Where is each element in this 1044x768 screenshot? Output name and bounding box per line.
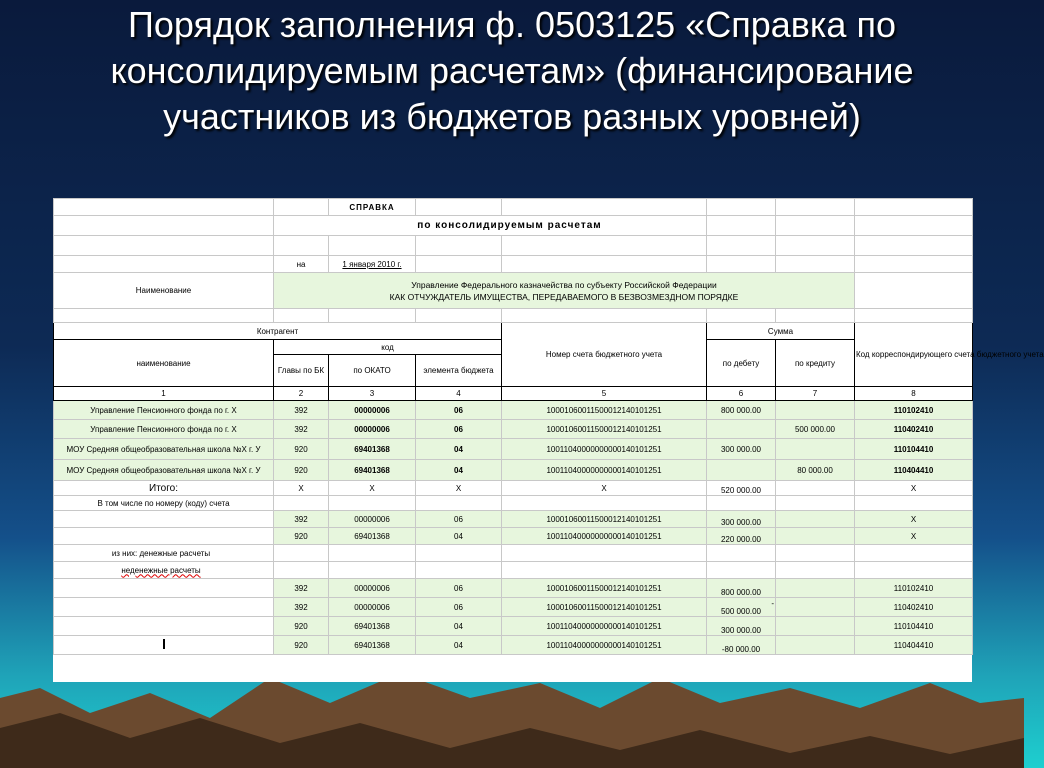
row-okato: 00000006 [329,401,416,420]
row-elem: 06 [416,598,502,617]
form-table [53,198,1044,655]
row-debet: 800 000.00 [707,401,776,420]
header-glavy: Главы по БК [274,355,329,387]
col-num: 8 [855,387,973,401]
table-row [54,460,973,481]
row-elem: 06 [416,401,502,420]
form-heading: СПРАВКА [329,199,416,216]
row-kredit: 80 000.00 [776,460,855,481]
itogo-label: Итого: [54,481,274,496]
table-row [54,511,973,528]
header-summa: Сумма [707,323,855,340]
row-corr: 110104410 [855,439,973,460]
row-corr: 110404410 [855,460,973,481]
row-acct: 10011040000000000140101251 [502,617,707,636]
row-name: Управление Пенсионного фонда по г. Х [54,401,274,420]
row-corr: 110404410 [855,636,973,655]
organization-role: КАК ОТЧУЖДАТЕЛЬ ИМУЩЕСТВА, ПЕРЕДАВАЕМОГО В БЕЗВОЗМЕЗДНОМ ПОРЯДКЕ [389,291,739,302]
row-okato: 69401368 [329,439,416,460]
col-num: 5 [502,387,707,401]
row-corr: Х [855,528,973,545]
row-acct: 10011040000000000140101251 [502,460,707,481]
row-glava: 392 [274,511,329,528]
row-elem: 04 [416,617,502,636]
denezhnye-label: из них: денежные расчеты [54,545,274,562]
row-debet: 220 000.00 [707,528,776,545]
row-corr: 110402410 [855,598,973,617]
table-row [54,617,973,636]
row-glava: 392 [274,579,329,598]
row-name: МОУ Средняя общеобразовательная школа №Х г. У [54,460,274,481]
row-debet: -80 000.00 [707,636,776,655]
row-okato: 00000006 [329,420,416,439]
form-heading-cont [416,199,502,216]
row-acct: 10011040000000000140101251 [502,636,707,655]
x-mark: Х [855,481,973,496]
table-row [54,528,973,545]
row-acct: 10001060011500012140101251 [502,420,707,439]
row-okato: 00000006 [329,598,416,617]
x-mark: Х [329,481,416,496]
row-glava: 392 [274,401,329,420]
header-kredit: по кредиту [776,340,855,387]
col-num: 4 [416,387,502,401]
row-name: МОУ Средняя общеобразовательная школа №Х г. У [54,439,274,460]
col-num: 6 [707,387,776,401]
row-glava: 392 [274,420,329,439]
col-num: 2 [274,387,329,401]
row-acct: 10001060011500012140101251 [502,579,707,598]
row-glava: 920 [274,528,329,545]
row-kredit [776,401,855,420]
x-mark: Х [274,481,329,496]
x-mark: Х [502,481,707,496]
table-row [54,636,973,655]
row-debet: 300 000.00 [707,439,776,460]
table-row [54,598,973,617]
row-debet: 800 000.00 [707,579,776,598]
minus-mark: - [771,599,774,608]
row-okato: 69401368 [329,617,416,636]
row-corr: 110104410 [855,617,973,636]
date-prefix: на [274,256,329,273]
text-cursor [163,639,165,649]
header-okato: по ОКАТО [329,355,416,387]
row-name: Управление Пенсионного фонда по г. Х [54,420,274,439]
name-label: Наименование [54,273,274,309]
report-date: 1 января 2010 г. [329,256,416,273]
row-corr: 110402410 [855,420,973,439]
row-glava: 920 [274,636,329,655]
row-okato: 69401368 [329,528,416,545]
row-okato: 00000006 [329,579,416,598]
row-kredit: 500 000.00 [776,420,855,439]
col-num: 7 [776,387,855,401]
row-elem: 06 [416,579,502,598]
header-kontragent: Контрагент [54,323,502,340]
col-num: 1 [54,387,274,401]
row-acct: 10011040000000000140101251 [502,439,707,460]
row-kredit [776,439,855,460]
row-elem: 06 [416,420,502,439]
row-debet: 500 000.00 [720,607,762,616]
row-elem: 04 [416,460,502,481]
row-okato: 69401368 [329,460,416,481]
row-acct: 10001060011500012140101251 [502,598,707,617]
header-element: элемента бюджета [416,355,502,387]
header-naimenovanie: наименование [54,340,274,387]
row-acct: 10001060011500012140101251 [502,511,707,528]
form-subheading: по консолидируемым расчетам [274,216,707,236]
header-account: Номер счета бюджетного учета [502,323,707,387]
table-row [54,420,973,439]
organization-name: Управление Федерального казначейства по субъекту Российской Федерации [411,279,717,290]
itogo-row [54,481,973,496]
row-glava: 920 [274,617,329,636]
row-glava: 920 [274,439,329,460]
col-num: 3 [329,387,416,401]
row-elem: 04 [416,528,502,545]
row-acct: 10001060011500012140101251 [502,401,707,420]
v-tom-chisle-label: В том числе по номеру (коду) счета [54,496,274,511]
row-debet [707,460,776,481]
row-acct: 10011040000000000140101251 [502,528,707,545]
row-corr: 110102410 [855,579,973,598]
row-debet: 300 000.00 [707,511,776,528]
row-corr: 110102410 [855,401,973,420]
row-corr: Х [855,511,973,528]
row-debet: 300 000.00 [707,617,776,636]
table-row [54,401,973,420]
spreadsheet-image [53,198,1044,682]
row-okato: 69401368 [329,636,416,655]
itogo-debet: 520 000.00 [707,481,776,496]
row-okato: 00000006 [329,511,416,528]
table-row [54,579,973,598]
header-corr: Код корреспондирующего счета бюджетного учета [855,323,973,387]
row-glava: 392 [274,598,329,617]
row-elem: 04 [416,439,502,460]
slide-title: Порядок заполнения ф. 0503125 «Справка по консолидируемым расчетам» (финансирование участников из бюджетов разных уровней) [110,4,914,137]
table-row [54,439,973,460]
x-mark: Х [416,481,502,496]
row-elem: 04 [416,636,502,655]
nedenezhnye-label: неденежные расчеты [121,565,201,575]
row-glava: 920 [274,460,329,481]
row-elem: 06 [416,511,502,528]
header-kod: код [274,340,502,355]
row-debet [707,420,776,439]
header-debet: по дебету [707,340,776,387]
